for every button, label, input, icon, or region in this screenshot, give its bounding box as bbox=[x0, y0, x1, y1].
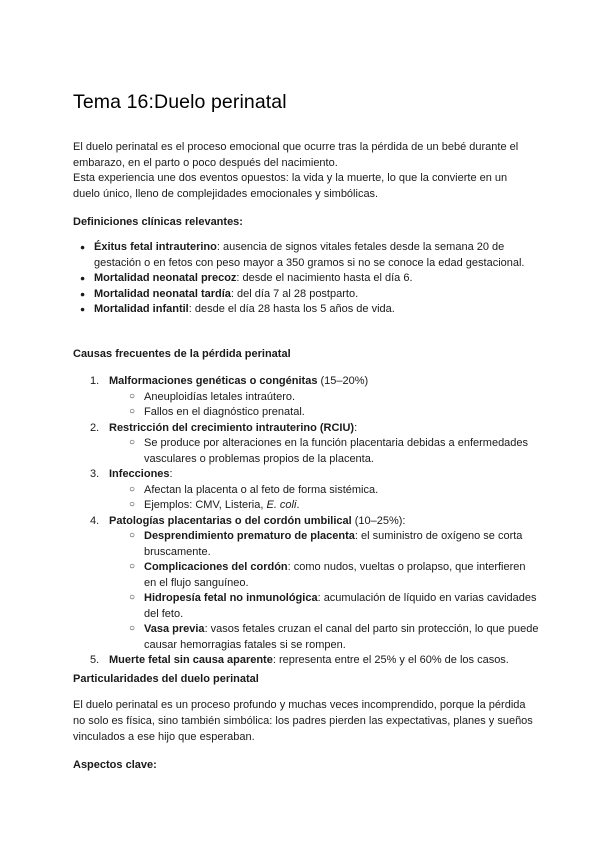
hollow-circle-icon: ○ bbox=[129, 390, 136, 402]
key-aspects-heading: Aspectos clave: bbox=[73, 759, 157, 771]
list-item: ● Mortalidad infantil: desde el día 28 hasta los 5 años de vida. bbox=[76, 302, 546, 318]
hollow-circle-icon: ○ bbox=[129, 561, 136, 572]
item-number: 3. bbox=[90, 468, 100, 480]
sub-list bbox=[109, 483, 540, 514]
causes-heading: Causas frecuentes de la pérdida perinatal bbox=[73, 348, 291, 360]
term: Éxitus fetal intrauterino bbox=[94, 241, 217, 253]
list-item: 3. Infecciones: ○ Afectan la placenta o al feto de forma sistémica. ○ Ejemplos: CMV, Listeria, E. coli. bbox=[90, 467, 540, 514]
sub-list bbox=[109, 390, 540, 421]
item-number: 5. bbox=[90, 654, 100, 666]
hollow-circle-icon: ○ bbox=[129, 499, 136, 510]
hollow-circle-icon: ○ bbox=[129, 437, 136, 448]
definitions-list bbox=[76, 240, 546, 318]
list-item: 2. Restricción del crecimiento intrauterino (RCIU): ○ Se produce por alteraciones en la función placentaria debidas a enfermedades vasculares o problemas propios de la placenta. bbox=[90, 421, 540, 468]
list-item: 5. Muerte fetal sin causa aparente: representa entre el 25% y el 60% de los casos. bbox=[90, 653, 540, 669]
intro-paragraph-1: El duelo perinatal es el proceso emocional que ocurre tras la pérdida de un bebé durante el embarazo, en el parto o poco después del nacimiento. bbox=[73, 141, 519, 169]
item-number: 4. bbox=[90, 514, 100, 527]
term: Mortalidad neonatal precoz bbox=[94, 272, 237, 284]
list-item: ○ Vasa previa: vasos fetales cruzan el canal del parto sin protección, lo que puede causar hemorragias fatales si se rompen. bbox=[129, 623, 539, 651]
list-item: 1. Malformaciones genéticas o congénitas (15–20%) ○ Aneuploidías letales intraútero. ○ Fallos en el diagnóstico prenatal. bbox=[90, 374, 540, 421]
list-item: ○ Fallos en el diagnóstico prenatal. bbox=[129, 406, 305, 418]
list-item: ○ Se produce por alteraciones en la función placentaria debidas a enfermedades vasculares o problemas propios de la placenta. bbox=[129, 437, 529, 465]
list-item: ○ Desprendimiento prematuro de placenta: el suministro de oxígeno se corta bruscamente. bbox=[129, 530, 523, 558]
hollow-circle-icon: ○ bbox=[129, 530, 136, 541]
list-item: ○ Hidropesía fetal no inmunológica: acumulación de líquido en varias cavidades del feto. bbox=[129, 592, 537, 620]
list-item: ● Mortalidad neonatal precoz: desde el nacimiento hasta el día 6. bbox=[76, 271, 546, 287]
hollow-circle-icon: ○ bbox=[129, 623, 136, 634]
particularities-paragraph: El duelo perinatal es un proceso profundo y muchas veces incomprendido, porque la pérdida no solo es física, sino también simbólica: los padres pierden las expectativas, planes y sueños vinculados a ese hijo que esperaban. bbox=[73, 699, 533, 743]
intro-paragraph-2: Esta experiencia une dos eventos opuestos: la vida y la muerte, lo que la convierte en un duelo único, lleno de complejidades emocionales y simbólicas. bbox=[73, 172, 508, 200]
sub-list bbox=[109, 436, 540, 467]
hollow-circle-icon: ○ bbox=[129, 483, 136, 495]
list-item: ○ Ejemplos: CMV, Listeria, E. coli. bbox=[129, 499, 300, 511]
list-item: 4. Patologías placentarias o del cordón umbilical (10–25%): ○ Desprendimiento prematuro de placenta: el suministro de oxígeno se corta bruscamente. ○ Complicaciones del cordón: como nudos, vueltas o prolapso, que interfieren en el flujo sanguíneo. ○ Hidropesía fetal no inmunológica: acumulación de líquido en varias cavidades del feto. ○ Vasa previa: vasos fetales cruzan el canal del parto sin protección, lo que puede causar hemorragias fatales si se rompen. bbox=[90, 514, 540, 654]
list-item: ● Éxitus fetal intrauterino: ausencia de signos vitales fetales desde la semana 20 de gestación o en fetos con peso mayor a 350 gramos si no se conoce la edad gestacional. bbox=[76, 240, 546, 271]
list-item: ○ Afectan la placenta o al feto de forma sistémica. bbox=[129, 483, 379, 496]
hollow-circle-icon: ○ bbox=[129, 592, 136, 603]
sub-list bbox=[109, 529, 540, 653]
causes-list bbox=[90, 374, 540, 669]
list-item: ○ Complicaciones del cordón: como nudos, vueltas o prolapso, que interfieren en el flujo sanguíneo. bbox=[129, 561, 526, 589]
item-number: 1. bbox=[90, 375, 100, 387]
particularities-heading: Particularidades del duelo perinatal bbox=[73, 673, 259, 685]
item-number: 2. bbox=[90, 421, 100, 434]
page-title: Tema 16:Duelo perinatal bbox=[73, 91, 287, 113]
definitions-heading: Definiciones clínicas relevantes: bbox=[73, 216, 243, 228]
list-item: ○ Aneuploidías letales intraútero. bbox=[129, 390, 296, 403]
hollow-circle-icon: ○ bbox=[129, 406, 136, 417]
term: Mortalidad neonatal tardía bbox=[94, 287, 231, 300]
list-item: ● Mortalidad neonatal tardía: del día 7 al 28 postparto. bbox=[76, 287, 546, 303]
term: Mortalidad infantil bbox=[94, 303, 189, 315]
